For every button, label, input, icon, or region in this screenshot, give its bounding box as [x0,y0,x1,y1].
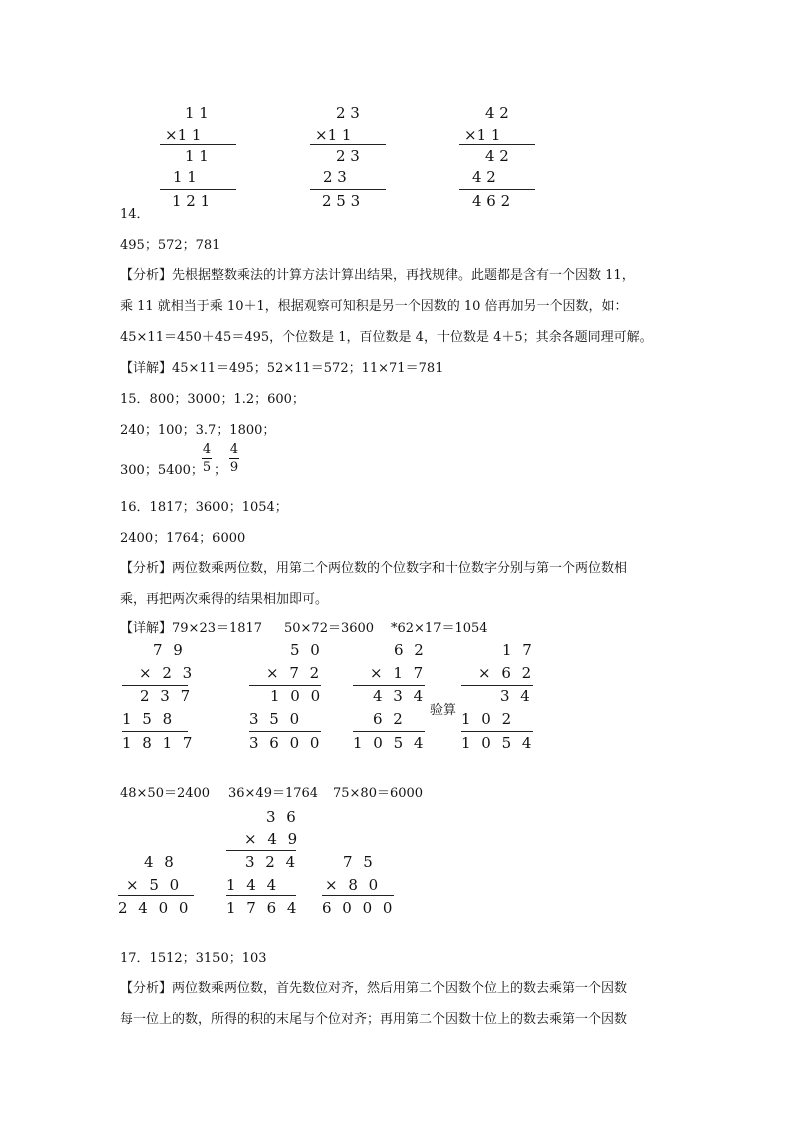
calc-factor-b: ×1 1 [165,126,202,144]
calc-result: 1 7 6 4 [226,899,297,917]
calc-rule [249,685,321,686]
analysis-tag: 【分析】 [120,981,173,996]
calc-factor-b: × 7 2 [266,664,320,682]
fraction-denominator: 5 [202,460,212,475]
calc-factor-b: × 6 2 [478,664,532,682]
calc-partial-2: 4 2 [472,168,496,186]
calc-partial-1: 1 0 0 [270,687,321,705]
calc-result: 4 6 2 [472,192,511,210]
calc-factor-a: 7 5 [343,853,373,871]
fraction-separator: ； [214,463,228,478]
calc-rule [226,850,296,851]
calc-result: 2 5 3 [322,192,361,210]
yansuan-label: 验算 [430,703,457,718]
calc-factor-a: 1 7 [502,641,532,659]
calc-factor-a: 7 9 [153,641,183,659]
calc-factor-b: × 1 7 [370,664,424,682]
fraction-four-fifths [201,441,213,476]
q16-detail-3: *62×17＝1054 [391,621,488,636]
calc-rule [322,895,394,896]
calc-rule [461,685,533,686]
analysis-tag: 【分析】 [120,561,173,576]
q15-line-3-prefix: 300；5400； [120,463,204,478]
calc-rule [459,189,535,190]
calc-partial-1: 3 4 [500,687,530,705]
calc-rule [226,895,296,896]
q16-analysis-line-1: 【分析】两位数乘两位数，用第二个两位数的个位数字和十位数字分别与第一个两位数相 [120,561,628,576]
q16-analysis-line-2: 乘，再把两次乘得的结果相加即可。 [120,592,329,607]
q14-analysis-line-3: 45×11＝450＋45＝495，个位数是 1，百位数是 4，十位数是 4＋5；其余各题同理可解。 [120,330,653,345]
calc-rule [353,685,425,686]
calc-factor-a: 3 6 [266,808,296,826]
q14-analysis-line-2: 乘 11 就相当于乘 10＋1，根据观察可知积是另一个因数的 10 倍再加另一个因数，如： [120,299,628,314]
calc-rule [310,189,386,190]
q16-detail2-3: 75×80＝6000 [333,786,424,801]
calc-partial-2: 3 5 0 [249,710,300,728]
q16-detail2-1: 48×50＝2400 [120,786,211,801]
calc-partial-2: 1 5 8 [122,710,173,728]
calc-factor-a: 2 3 [336,104,360,122]
calc-partial-2: 1 1 [173,168,197,186]
calc-partial-1: 2 3 7 [140,687,191,705]
calc-partial-1: 2 3 [336,147,360,165]
fraction-numerator: 4 [229,442,239,457]
calc-factor-b: × 5 0 [126,876,180,894]
calc-rule [122,685,188,686]
calc-rule [122,731,188,732]
calc-result: 1 8 1 7 [122,734,193,752]
calc-rule [461,731,533,732]
calc-result: 3 6 0 0 [249,734,320,752]
calc-result: 2 4 0 0 [118,899,189,917]
q14-detail: 【详解】45×11＝495；52×11＝572；11×71＝781 [120,361,444,376]
calc-factor-a: 5 0 [290,641,320,659]
q15-line-2: 240；100；3.7；1800； [120,423,276,438]
calc-partial-1: 4 2 [485,147,509,165]
calc-partial-2: 2 3 [323,168,347,186]
calc-partial-2: 6 2 [373,710,403,728]
calc-factor-b: × 8 0 [325,876,379,894]
calc-factor-a: 6 2 [394,641,424,659]
calc-partial-1: 1 1 [185,147,209,165]
calc-factor-b: ×1 1 [315,126,352,144]
q17-analysis-line-1: 【分析】两位数乘两位数，首先数位对齐，然后用第二个因数个位上的数去乘第一个因数 [120,981,628,996]
q17-analysis-line-2: 每一位上的数，所得的积的末尾与个位对齐；再用第二个因数十位上的数去乘第一个因数 [120,1012,628,1027]
fraction-four-ninths [228,441,240,476]
q16-line-2: 2400；1764；6000 [120,531,246,546]
q17-line-1: 17．1512；3150；103 [120,951,267,966]
calc-rule [118,895,194,896]
calc-rule [459,144,535,145]
calc-partial-1: 4 3 4 [373,687,424,705]
calc-rule [160,189,236,190]
q16-detail-2: 50×72＝3600 [284,621,375,636]
q16-detail: 【详解】79×23＝1817 [120,621,263,636]
q16-line-1: 16．1817；3600；1054； [120,500,288,515]
fraction-denominator: 9 [229,460,239,475]
calc-result: 6 0 0 0 [322,899,393,917]
calc-result: 1 0 5 4 [461,734,532,752]
q16-detail2-2: 36×49＝1764 [228,786,319,801]
calc-rule [310,144,386,145]
detail-tag: 【详解】 [120,621,173,636]
calc-result: 1 2 1 [172,192,211,210]
detail-tag: 【详解】 [120,361,173,376]
calc-result: 1 0 5 4 [353,734,424,752]
calc-partial-2: 1 4 4 [226,876,277,894]
analysis-tag: 【分析】 [120,268,173,283]
calc-factor-a: 4 2 [485,104,509,122]
calc-partial-1: 3 2 4 [245,853,296,871]
calc-rule [353,731,425,732]
fraction-numerator: 4 [202,442,212,457]
calc-rule [160,144,236,145]
q15-line-1: 15．800；3000；1.2；600； [120,392,305,407]
q14-analysis-line-1: 【分析】先根据整数乘法的计算方法计算出结果，再找规律。此题都是含有一个因数 11， [120,268,635,283]
calc-rule [249,731,321,732]
q14-answer: 495；572；781 [120,238,221,253]
calc-factor-b: × 4 9 [244,830,298,848]
calc-factor-b: ×1 1 [464,126,501,144]
calc-factor-a: 1 1 [185,104,209,122]
calc-factor-b: × 2 3 [139,664,193,682]
calc-factor-a: 4 8 [144,853,174,871]
calc-partial-2: 1 0 2 [461,710,512,728]
question-number-14: 14． [120,207,150,222]
